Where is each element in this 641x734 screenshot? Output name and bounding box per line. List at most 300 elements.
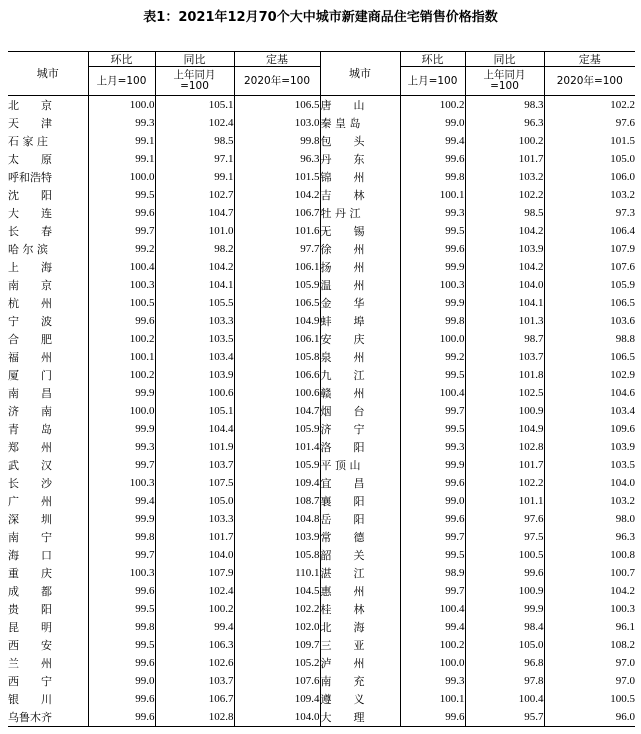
base-cell: 104.7 (234, 402, 320, 420)
base-cell: 100.7 (544, 564, 635, 582)
city-name-cell: 蚌 埠 (320, 312, 400, 330)
mom-cell: 99.9 (400, 294, 465, 312)
yoy-cell: 106.7 (155, 690, 234, 708)
base-cell: 106.0 (544, 168, 635, 186)
mom-cell: 100.1 (88, 348, 155, 366)
mom-cell: 99.6 (88, 654, 155, 672)
mom-cell: 99.6 (88, 690, 155, 708)
yoy-cell: 98.5 (465, 204, 544, 222)
yoy-cell: 99.6 (465, 564, 544, 582)
yoy-cell: 105.0 (465, 636, 544, 654)
city-name-cell: 西 宁 (8, 674, 52, 688)
city-name-cell: 平 顶 山 (320, 456, 400, 474)
yoy-cell: 103.9 (465, 240, 544, 258)
header-mom-sub-right: 上月=100 (400, 67, 465, 96)
yoy-cell: 103.9 (155, 366, 234, 384)
yoy-cell: 105.1 (155, 402, 234, 420)
city-name-cell: 天 津 (8, 116, 52, 130)
base-cell: 105.9 (234, 276, 320, 294)
base-cell: 98.0 (544, 510, 635, 528)
table-row (8, 150, 635, 168)
city-name-cell: 哈 尔 滨 (8, 242, 48, 256)
mom-cell: 99.6 (88, 204, 155, 222)
city-name-cell: 襄 阳 (320, 492, 400, 510)
header-yoy-sub-left (155, 67, 234, 96)
mom-cell: 99.9 (400, 258, 465, 276)
mom-cell: 99.7 (400, 582, 465, 600)
city-name-cell: 西 安 (8, 638, 52, 652)
city-name-cell: 乌鲁木齐 (8, 708, 88, 727)
header-city-right: 城市 (320, 52, 400, 96)
city-name-cell: 锦 州 (320, 168, 400, 186)
table-body (8, 96, 635, 727)
base-cell: 96.1 (544, 618, 635, 636)
city-name-cell: 太 原 (8, 152, 52, 166)
mom-cell: 99.4 (400, 618, 465, 636)
city-name-cell: 大 理 (320, 708, 400, 727)
base-cell: 106.1 (234, 258, 320, 276)
yoy-cell: 103.7 (465, 348, 544, 366)
mom-cell: 99.0 (400, 114, 465, 132)
base-cell: 104.2 (544, 582, 635, 600)
base-cell: 97.3 (544, 204, 635, 222)
base-cell: 105.9 (234, 456, 320, 474)
mom-cell: 100.3 (88, 474, 155, 492)
mom-cell: 99.5 (400, 420, 465, 438)
yoy-cell: 103.3 (155, 312, 234, 330)
city-name-cell: 洛 阳 (320, 438, 400, 456)
header-yoy-left: 同比 (155, 52, 234, 67)
mom-cell: 100.3 (88, 564, 155, 582)
yoy-cell: 103.7 (155, 456, 234, 474)
header-base-sub-right: 2020年=100 (544, 67, 635, 96)
base-cell: 97.6 (544, 114, 635, 132)
city-name-cell: 济 南 (8, 404, 52, 418)
yoy-cell: 101.7 (465, 456, 544, 474)
city-name-cell: 石 家 庄 (8, 134, 48, 148)
city-name-cell: 南 充 (320, 672, 400, 690)
city-name-cell: 九 江 (320, 366, 400, 384)
city-name-cell: 长 沙 (8, 476, 52, 490)
table-row (8, 366, 635, 384)
base-cell: 107.6 (544, 258, 635, 276)
city-name-cell: 牡 丹 江 (320, 204, 400, 222)
yoy-sub-line2: =100 (490, 80, 519, 92)
base-cell: 103.2 (544, 492, 635, 510)
base-cell: 105.9 (234, 420, 320, 438)
yoy-cell: 104.0 (155, 546, 234, 564)
city-name-cell: 包 头 (320, 132, 400, 150)
table-row (8, 474, 635, 492)
city-name-cell: 湛 江 (320, 564, 400, 582)
table-row (8, 294, 635, 312)
table-row (8, 456, 635, 474)
city-name-cell: 宜 昌 (320, 474, 400, 492)
city-name-cell: 杭 州 (8, 296, 52, 310)
yoy-cell: 107.5 (155, 474, 234, 492)
yoy-cell: 105.5 (155, 294, 234, 312)
table-title: 表1：2021年12月70个大中城市新建商品住宅销售价格指数 (143, 10, 498, 25)
mom-cell: 99.9 (88, 384, 155, 402)
base-cell: 109.7 (234, 636, 320, 654)
city-name-cell: 大 连 (8, 206, 52, 220)
yoy-cell: 103.4 (155, 348, 234, 366)
table-row (8, 402, 635, 420)
yoy-cell: 104.7 (155, 204, 234, 222)
table-row (8, 258, 635, 276)
yoy-sub-line2: =100 (180, 80, 209, 92)
yoy-cell: 103.2 (465, 168, 544, 186)
yoy-cell: 101.0 (155, 222, 234, 240)
mom-cell: 99.8 (88, 528, 155, 546)
yoy-sub-line1: 上年同月 (173, 69, 216, 81)
base-cell: 103.5 (544, 456, 635, 474)
table-row (8, 168, 635, 186)
city-name-cell: 桂 林 (320, 600, 400, 618)
yoy-cell: 104.2 (155, 258, 234, 276)
mom-cell: 100.0 (88, 168, 155, 186)
yoy-cell: 100.9 (465, 582, 544, 600)
mom-cell: 99.8 (400, 312, 465, 330)
yoy-cell: 103.7 (155, 672, 234, 690)
city-name-cell: 青 岛 (8, 422, 52, 436)
base-cell: 102.2 (544, 96, 635, 115)
base-cell: 104.0 (234, 708, 320, 727)
header-yoy-sub-right (465, 67, 544, 96)
base-cell: 103.0 (234, 114, 320, 132)
city-name-cell: 兰 州 (8, 656, 52, 670)
table-row (8, 132, 635, 150)
yoy-cell: 105.1 (155, 96, 234, 115)
table-row (8, 618, 635, 636)
city-name-cell: 烟 台 (320, 402, 400, 420)
city-name-cell: 安 庆 (320, 330, 400, 348)
base-cell: 96.3 (234, 150, 320, 168)
city-name-cell: 秦 皇 岛 (320, 114, 400, 132)
yoy-cell: 102.6 (155, 654, 234, 672)
yoy-cell: 101.3 (465, 312, 544, 330)
mom-cell: 100.0 (88, 402, 155, 420)
yoy-cell: 98.4 (465, 618, 544, 636)
base-cell: 108.7 (234, 492, 320, 510)
yoy-cell: 104.0 (465, 276, 544, 294)
mom-cell: 100.3 (400, 276, 465, 294)
mom-cell: 100.2 (88, 330, 155, 348)
mom-cell: 99.8 (88, 618, 155, 636)
table-row (8, 114, 635, 132)
table-row (8, 600, 635, 618)
city-name-cell: 海 口 (8, 548, 52, 562)
mom-cell: 99.6 (88, 582, 155, 600)
yoy-cell: 101.7 (465, 150, 544, 168)
header-mom-left: 环比 (88, 52, 155, 67)
city-name-cell: 惠 州 (320, 582, 400, 600)
yoy-cell: 100.5 (465, 546, 544, 564)
yoy-cell: 102.4 (155, 114, 234, 132)
table-row (8, 330, 635, 348)
header-base-sub-left: 2020年=100 (234, 67, 320, 96)
yoy-cell: 98.3 (465, 96, 544, 115)
mom-cell: 99.7 (88, 546, 155, 564)
city-name-cell: 贵 阳 (8, 602, 52, 616)
yoy-cell: 101.1 (465, 492, 544, 510)
yoy-cell: 101.9 (155, 438, 234, 456)
base-cell: 101.4 (234, 438, 320, 456)
mom-cell: 100.3 (88, 276, 155, 294)
base-cell: 100.8 (544, 546, 635, 564)
base-cell: 105.0 (544, 150, 635, 168)
yoy-cell: 101.8 (465, 366, 544, 384)
city-name-cell: 福 州 (8, 350, 52, 364)
city-name-cell: 广 州 (8, 494, 52, 508)
base-cell: 106.5 (234, 294, 320, 312)
yoy-cell: 98.7 (465, 330, 544, 348)
base-cell: 106.7 (234, 204, 320, 222)
yoy-cell: 97.5 (465, 528, 544, 546)
base-cell: 98.8 (544, 330, 635, 348)
city-name-cell: 丹 东 (320, 150, 400, 168)
city-name-cell: 合 肥 (8, 332, 52, 346)
table-row (8, 510, 635, 528)
city-name-cell: 韶 关 (320, 546, 400, 564)
base-cell: 108.2 (544, 636, 635, 654)
base-cell: 100.3 (544, 600, 635, 618)
yoy-cell: 100.4 (465, 690, 544, 708)
header-city-left: 城市 (8, 52, 88, 96)
city-name-cell: 泉 州 (320, 348, 400, 366)
city-name-cell: 北 海 (320, 618, 400, 636)
yoy-cell: 102.2 (465, 186, 544, 204)
table-row (8, 492, 635, 510)
yoy-cell: 95.7 (465, 708, 544, 727)
mom-cell: 100.2 (400, 636, 465, 654)
yoy-cell: 102.5 (465, 384, 544, 402)
city-name-cell: 常 德 (320, 528, 400, 546)
mom-cell: 99.4 (88, 492, 155, 510)
yoy-cell: 105.0 (155, 492, 234, 510)
base-cell: 104.2 (234, 186, 320, 204)
base-cell: 107.9 (544, 240, 635, 258)
yoy-cell: 100.6 (155, 384, 234, 402)
base-cell: 109.6 (544, 420, 635, 438)
city-name-cell: 郑 州 (8, 440, 52, 454)
base-cell: 106.6 (234, 366, 320, 384)
mom-cell: 99.0 (88, 672, 155, 690)
mom-cell: 99.9 (400, 456, 465, 474)
mom-cell: 99.5 (88, 186, 155, 204)
base-cell: 106.4 (544, 222, 635, 240)
yoy-cell: 104.4 (155, 420, 234, 438)
city-name-cell: 扬 州 (320, 258, 400, 276)
city-name-cell: 长 春 (8, 224, 52, 238)
base-cell: 100.5 (544, 690, 635, 708)
yoy-cell: 106.3 (155, 636, 234, 654)
yoy-cell: 104.2 (465, 258, 544, 276)
yoy-cell: 104.1 (465, 294, 544, 312)
yoy-cell: 102.8 (465, 438, 544, 456)
mom-cell: 100.0 (400, 654, 465, 672)
yoy-cell: 102.8 (155, 708, 234, 727)
city-name-cell: 无 锡 (320, 222, 400, 240)
table-row (8, 348, 635, 366)
mom-cell: 100.4 (88, 258, 155, 276)
yoy-cell: 100.2 (465, 132, 544, 150)
yoy-cell: 101.7 (155, 528, 234, 546)
header-row-1 (8, 52, 635, 67)
table-row (8, 708, 635, 727)
yoy-cell: 96.8 (465, 654, 544, 672)
city-name-cell: 温 州 (320, 276, 400, 294)
header-mom-sub-left: 上月=100 (88, 67, 155, 96)
header-base-left: 定基 (234, 52, 320, 67)
base-cell: 104.8 (234, 510, 320, 528)
mom-cell: 100.2 (400, 96, 465, 115)
city-name-cell: 成 都 (8, 584, 52, 598)
base-cell: 100.6 (234, 384, 320, 402)
base-cell: 97.0 (544, 672, 635, 690)
city-name-cell: 吉 林 (320, 186, 400, 204)
yoy-cell: 107.9 (155, 564, 234, 582)
city-name-cell: 宁 波 (8, 314, 52, 328)
base-cell: 106.5 (234, 96, 320, 115)
table-row (8, 222, 635, 240)
base-cell: 103.2 (544, 186, 635, 204)
city-name-cell: 南 京 (8, 278, 52, 292)
base-cell: 103.6 (544, 312, 635, 330)
base-cell: 102.0 (234, 618, 320, 636)
yoy-cell: 103.5 (155, 330, 234, 348)
base-cell: 109.4 (234, 690, 320, 708)
base-cell: 106.5 (544, 348, 635, 366)
yoy-cell: 100.9 (465, 402, 544, 420)
yoy-cell: 97.6 (465, 510, 544, 528)
yoy-cell: 98.5 (155, 132, 234, 150)
mom-cell: 99.4 (400, 132, 465, 150)
mom-cell: 100.4 (400, 384, 465, 402)
table-row (8, 384, 635, 402)
city-name-cell: 济 宁 (320, 420, 400, 438)
base-cell: 107.6 (234, 672, 320, 690)
mom-cell: 99.7 (88, 456, 155, 474)
yoy-cell: 104.1 (155, 276, 234, 294)
mom-cell: 99.2 (400, 348, 465, 366)
city-name-cell: 昆 明 (8, 620, 52, 634)
mom-cell: 99.2 (88, 240, 155, 258)
base-cell: 103.9 (544, 438, 635, 456)
city-name-cell: 重 庆 (8, 566, 52, 580)
city-name-cell: 唐 山 (320, 96, 400, 115)
city-name-cell: 呼和浩特 (8, 170, 52, 184)
mom-cell: 99.3 (400, 672, 465, 690)
yoy-cell: 99.4 (155, 618, 234, 636)
base-cell: 104.6 (544, 384, 635, 402)
mom-cell: 99.6 (88, 708, 155, 727)
city-name-cell: 三 亚 (320, 636, 400, 654)
table-row (8, 96, 635, 115)
city-name-cell: 沈 阳 (8, 188, 52, 202)
table-row (8, 528, 635, 546)
base-cell: 105.8 (234, 546, 320, 564)
mom-cell: 100.0 (400, 330, 465, 348)
table-row (8, 582, 635, 600)
city-name-cell: 金 华 (320, 294, 400, 312)
base-cell: 104.9 (234, 312, 320, 330)
base-cell: 96.3 (544, 528, 635, 546)
yoy-cell: 104.9 (465, 420, 544, 438)
city-name-cell: 厦 门 (8, 368, 52, 382)
city-name-cell: 岳 阳 (320, 510, 400, 528)
table-row (8, 312, 635, 330)
base-cell: 97.0 (544, 654, 635, 672)
city-name-cell: 深 圳 (8, 512, 52, 526)
yoy-cell: 97.8 (465, 672, 544, 690)
mom-cell: 99.6 (400, 150, 465, 168)
table-row (8, 276, 635, 294)
yoy-cell: 102.4 (155, 582, 234, 600)
mom-cell: 99.7 (400, 402, 465, 420)
yoy-sub-line1: 上年同月 (483, 69, 526, 81)
city-name-cell: 徐 州 (320, 240, 400, 258)
yoy-cell: 102.7 (155, 186, 234, 204)
city-name-cell: 银 川 (8, 692, 52, 706)
yoy-cell: 99.1 (155, 168, 234, 186)
mom-cell: 99.7 (400, 528, 465, 546)
base-cell: 104.0 (544, 474, 635, 492)
mom-cell: 100.4 (400, 600, 465, 618)
base-cell: 96.0 (544, 708, 635, 727)
header-yoy-right: 同比 (465, 52, 544, 67)
table-row (8, 636, 635, 654)
yoy-cell: 103.3 (155, 510, 234, 528)
mom-cell: 99.5 (400, 366, 465, 384)
mom-cell: 100.1 (400, 690, 465, 708)
base-cell: 105.2 (234, 654, 320, 672)
base-cell: 105.9 (544, 276, 635, 294)
mom-cell: 99.5 (88, 636, 155, 654)
city-name-cell: 赣 州 (320, 384, 400, 402)
mom-cell: 99.5 (88, 600, 155, 618)
mom-cell: 99.8 (400, 168, 465, 186)
base-cell: 104.5 (234, 582, 320, 600)
table-row (8, 690, 635, 708)
base-cell: 101.5 (234, 168, 320, 186)
base-cell: 101.6 (234, 222, 320, 240)
yoy-cell: 98.2 (155, 240, 234, 258)
yoy-cell: 102.2 (465, 474, 544, 492)
mom-cell: 99.3 (88, 114, 155, 132)
table-row (8, 438, 635, 456)
mom-cell: 99.1 (88, 132, 155, 150)
price-index-table (8, 51, 635, 727)
mom-cell: 99.3 (400, 438, 465, 456)
mom-cell: 100.0 (88, 96, 155, 115)
mom-cell: 99.6 (400, 240, 465, 258)
mom-cell: 99.5 (400, 546, 465, 564)
mom-cell: 99.3 (88, 438, 155, 456)
mom-cell: 99.7 (88, 222, 155, 240)
yoy-cell: 96.3 (465, 114, 544, 132)
base-cell: 97.7 (234, 240, 320, 258)
mom-cell: 99.6 (400, 474, 465, 492)
mom-cell: 99.6 (400, 708, 465, 727)
base-cell: 110.1 (234, 564, 320, 582)
city-name-cell: 南 宁 (8, 530, 52, 544)
base-cell: 106.5 (544, 294, 635, 312)
city-name-cell: 南 昌 (8, 386, 52, 400)
base-cell: 105.8 (234, 348, 320, 366)
base-cell: 103.4 (544, 402, 635, 420)
mom-cell: 99.1 (88, 150, 155, 168)
